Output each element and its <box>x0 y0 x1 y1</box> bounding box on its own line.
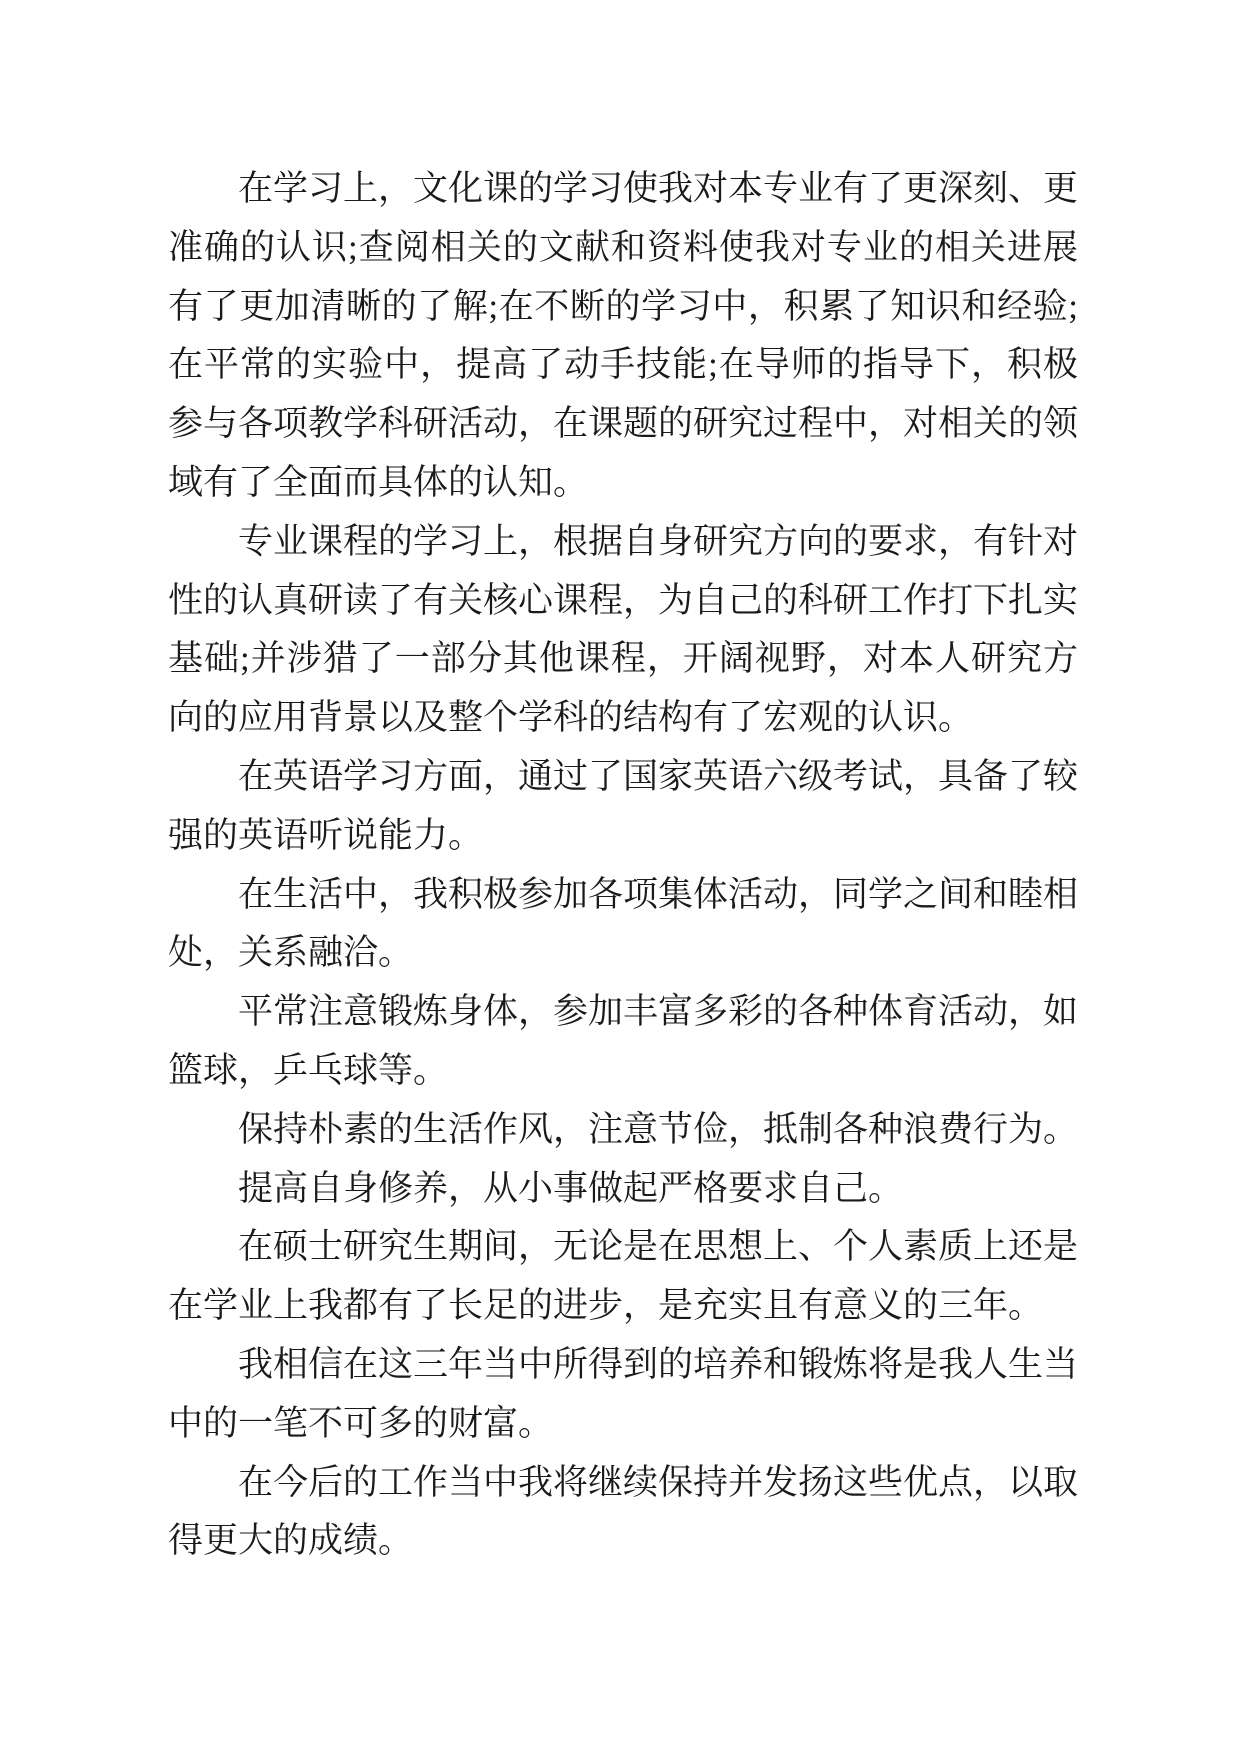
paragraph-courses: 专业课程的学习上，根据自身研究方向的要求，有针对性的认真研读了有关核心课程，为自己的科研工作打下扎实基础;并涉猎了一部分其他课程，开阔视野，对本人研究方向的应用背景以及整个学科的结构有了宏观的认识。 <box>168 521 1079 738</box>
document-text-block <box>168 160 1078 1571</box>
paragraph-self-cultivation: 提高自身修养，从小事做起严格要求自己。 <box>238 1168 904 1208</box>
paragraph-thrift: 保持朴素的生活作风，注意节俭，抵制各种浪费行为。 <box>238 1109 1079 1149</box>
paragraph-progress: 在硕士研究生期间，无论是在思想上、个人素质上还是在学业上我都有了长足的进步，是充实且有意义的三年。 <box>168 1227 1079 1326</box>
paragraph-english: 在英语学习方面，通过了国家英语六级考试，具备了较强的英语听说能力。 <box>168 756 1079 855</box>
paragraph-life: 在生活中，我积极参加各项集体活动，同学之间和睦相处，关系融洽。 <box>168 874 1079 973</box>
paragraph-study: 在学习上，文化课的学习使我对本专业有了更深刻、更准确的认识;查阅相关的文献和资料使我对专业的相关进展有了更加清晰的了解;在不断的学习中，积累了知识和经验;在平常的实验中，提高了动手技能;在导师的指导下，积极参与各项教学科研活动，在课题的研究过程中，对相关的领域有了全面而具体的认知。 <box>168 169 1079 502</box>
paragraph-sports: 平常注意锻炼身体，参加丰富多彩的各种体育活动，如篮球，乒乓球等。 <box>168 992 1079 1090</box>
paragraph-wealth: 我相信在这三年当中所得到的培养和锻炼将是我人生当中的一笔不可多的财富。 <box>168 1344 1079 1443</box>
paragraph-future: 在今后的工作当中我将继续保持并发扬这些优点，以取得更大的成绩。 <box>168 1462 1079 1561</box>
